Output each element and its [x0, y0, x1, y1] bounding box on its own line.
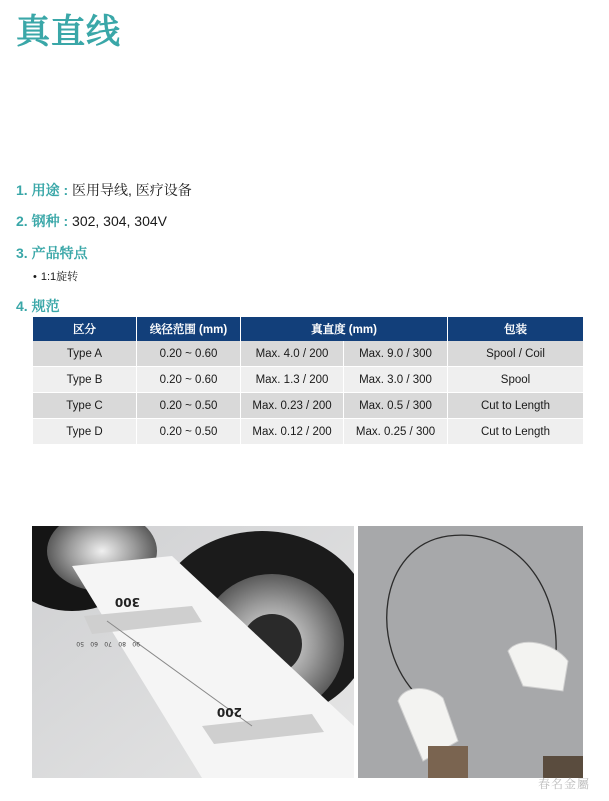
section-value: 302, 304, 304V [72, 213, 168, 229]
table-cell: Max. 0.12 / 200 [241, 419, 344, 445]
header-diameter: 线径范围 (mm) [137, 317, 241, 341]
section-number: 4. [16, 298, 28, 314]
header-packaging: 包装 [448, 317, 584, 341]
ruler-label: 300 [114, 595, 140, 609]
table-row [33, 419, 584, 445]
section-number: 3. [16, 245, 28, 261]
table-cell: Type B [33, 367, 137, 393]
section-grade [16, 211, 167, 231]
table-cell: Type C [33, 393, 137, 419]
table-cell: Cut to Length [448, 393, 584, 419]
table-cell: Max. 3.0 / 300 [344, 367, 448, 393]
table-cell: Max. 0.23 / 200 [241, 393, 344, 419]
ruler-tick-label: 90 [132, 640, 140, 647]
feature-text: 1:1旋转 [40, 271, 79, 283]
section-number: 1. [16, 182, 28, 198]
spool-photo [32, 526, 354, 778]
table-cell: Max. 0.5 / 300 [344, 393, 448, 419]
table-cell: Max. 4.0 / 200 [241, 341, 344, 367]
section-label: 用途 : [31, 182, 69, 198]
table-cell: Spool / Coil [448, 341, 584, 367]
table-row [33, 341, 584, 367]
table-header-row [33, 317, 584, 341]
table-cell: Max. 9.0 / 300 [344, 341, 448, 367]
ruler-tick-label: 70 [104, 640, 112, 647]
section-spec [16, 296, 60, 316]
page-title: 真直线 [16, 12, 121, 52]
table-cell: Cut to Length [448, 419, 584, 445]
table-cell: Max. 1.3 / 200 [241, 367, 344, 393]
section-number: 2. [16, 213, 28, 229]
section-usage [16, 180, 192, 200]
section-label: 规范 [31, 298, 60, 314]
section-value: 医用导线, 医疗设备 [72, 182, 192, 198]
table-cell: Type D [33, 419, 137, 445]
header-type: 区分 [33, 317, 137, 341]
wire-hands-photo [358, 526, 583, 778]
section-label: 钢种 : [31, 213, 69, 229]
table-cell: 0.20 ~ 0.60 [137, 367, 241, 393]
bullet-dot-icon: • [33, 271, 37, 283]
table-cell: 0.20 ~ 0.60 [137, 341, 241, 367]
table-row [33, 367, 584, 393]
table-cell: 0.20 ~ 0.50 [137, 393, 241, 419]
table-row [33, 393, 584, 419]
section-label: 产品特点 [31, 245, 88, 261]
ruler-tick-label: 80 [118, 640, 126, 647]
feature-bullet [33, 268, 78, 284]
header-straightness: 真直度 (mm) [241, 317, 448, 341]
ruler-label: 200 [216, 705, 242, 719]
table-cell: Type A [33, 341, 137, 367]
table-cell: Max. 0.25 / 300 [344, 419, 448, 445]
table-cell: Spool [448, 367, 584, 393]
section-features [16, 243, 88, 263]
watermark: 春名金屬 [538, 777, 591, 791]
spec-table [32, 317, 584, 445]
ruler-tick-label: 50 [76, 640, 84, 647]
table-cell: 0.20 ~ 0.50 [137, 419, 241, 445]
ruler-tick-label: 60 [90, 640, 98, 647]
